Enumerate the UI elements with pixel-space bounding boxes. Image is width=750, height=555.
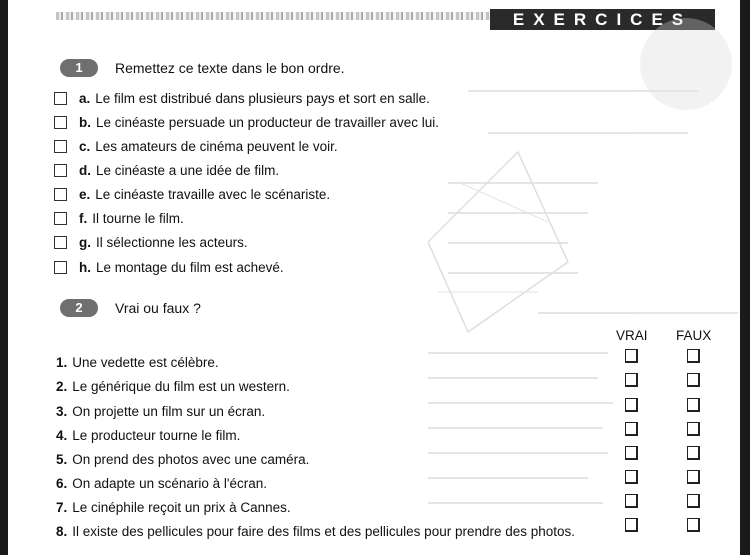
item-text: Il sélectionne les acteurs. <box>96 234 248 250</box>
faux-checkbox[interactable] <box>687 398 700 412</box>
ghost-line <box>488 132 688 134</box>
exercise-1-number: 1 <box>60 59 98 77</box>
faux-checkbox[interactable] <box>687 349 700 363</box>
item-text: On projette un film sur un écran. <box>72 403 266 419</box>
order-item <box>54 160 279 180</box>
ghost-circle <box>640 18 732 110</box>
order-checkbox[interactable] <box>54 92 67 105</box>
item-letter: f. <box>79 210 88 226</box>
top-decorative-strip <box>56 12 496 20</box>
ghost-line <box>428 402 613 404</box>
ghost-line <box>448 272 578 274</box>
item-text: Il tourne le film. <box>92 210 184 226</box>
true-false-item <box>56 425 240 445</box>
order-item <box>54 184 330 204</box>
item-letter: a. <box>79 90 91 106</box>
exercices-banner: EXERCICES <box>490 9 715 30</box>
order-item <box>54 232 248 252</box>
true-false-item <box>56 376 290 396</box>
order-checkbox[interactable] <box>54 212 67 225</box>
order-checkbox[interactable] <box>54 261 67 274</box>
order-checkbox[interactable] <box>54 188 67 201</box>
ghost-line <box>428 452 608 454</box>
order-item <box>54 208 184 228</box>
vrai-checkbox[interactable] <box>625 398 638 412</box>
faux-checkbox[interactable] <box>687 446 700 460</box>
vrai-checkbox[interactable] <box>625 422 638 436</box>
order-item <box>54 88 430 108</box>
faux-checkbox[interactable] <box>687 494 700 508</box>
item-text: On prend des photos avec une caméra. <box>72 451 310 467</box>
item-text: Les amateurs de cinéma peuvent le voir. <box>95 138 338 154</box>
ghost-line <box>428 502 603 504</box>
item-number: 8. <box>56 523 68 539</box>
exercise-1-instruction: Remettez ce texte dans le bon ordre. <box>115 60 345 76</box>
item-letter: d. <box>79 162 91 178</box>
ghost-line <box>448 212 588 214</box>
item-letter: g. <box>79 234 91 250</box>
order-checkbox[interactable] <box>54 164 67 177</box>
ghost-line <box>428 377 598 379</box>
item-text: Le producteur tourne le film. <box>72 427 241 443</box>
order-item <box>54 112 439 132</box>
item-number: 6. <box>56 475 68 491</box>
vrai-checkbox[interactable] <box>625 494 638 508</box>
vrai-column-header: VRAI <box>616 328 648 343</box>
item-text: Une vedette est célèbre. <box>72 354 219 370</box>
item-number: 5. <box>56 451 68 467</box>
ghost-line <box>428 427 603 429</box>
order-item <box>54 257 284 277</box>
order-checkbox[interactable] <box>54 116 67 129</box>
faux-column-header: FAUX <box>676 328 712 343</box>
vrai-checkbox[interactable] <box>625 349 638 363</box>
worksheet-page <box>8 0 740 555</box>
vrai-checkbox[interactable] <box>625 446 638 460</box>
ghost-line <box>448 182 598 184</box>
ghost-line <box>468 90 698 92</box>
item-letter: h. <box>79 259 91 275</box>
ghost-line <box>428 352 608 354</box>
item-text: Le cinéaste persuade un producteur de travailler avec lui. <box>96 114 439 130</box>
true-false-item <box>56 352 219 372</box>
item-text: Le cinéphile reçoit un prix à Cannes. <box>72 499 291 515</box>
item-letter: b. <box>79 114 91 130</box>
true-false-item <box>56 473 267 493</box>
order-item <box>54 136 338 156</box>
item-text: Le générique du film est un western. <box>72 378 290 394</box>
item-text: Le montage du film est achevé. <box>96 259 284 275</box>
true-false-item <box>56 401 265 421</box>
item-number: 7. <box>56 499 68 515</box>
exercise-2-instruction: Vrai ou faux ? <box>115 300 201 316</box>
item-letter: e. <box>79 186 91 202</box>
true-false-item <box>56 521 575 541</box>
item-letter: c. <box>79 138 91 154</box>
ghost-line <box>448 242 568 244</box>
item-number: 3. <box>56 403 68 419</box>
order-checkbox[interactable] <box>54 236 67 249</box>
item-number: 1. <box>56 354 68 370</box>
exercise-2-number: 2 <box>60 299 98 317</box>
true-false-item <box>56 449 309 469</box>
true-false-item <box>56 497 291 517</box>
faux-checkbox[interactable] <box>687 373 700 387</box>
item-number: 2. <box>56 378 68 394</box>
faux-checkbox[interactable] <box>687 422 700 436</box>
faux-checkbox[interactable] <box>687 518 700 532</box>
order-checkbox[interactable] <box>54 140 67 153</box>
vrai-checkbox[interactable] <box>625 470 638 484</box>
item-text: Le cinéaste travaille avec le scénariste. <box>95 186 331 202</box>
vrai-checkbox[interactable] <box>625 373 638 387</box>
item-text: On adapte un scénario à l'écran. <box>72 475 267 491</box>
faux-checkbox[interactable] <box>687 470 700 484</box>
item-number: 4. <box>56 427 68 443</box>
item-text: Le cinéaste a une idée de film. <box>96 162 280 178</box>
item-text: Le film est distribué dans plusieurs pays et sort en salle. <box>95 90 430 106</box>
ghost-line <box>428 477 588 479</box>
item-text: Il existe des pellicules pour faire des films et des pellicules pour prendre des photos. <box>72 523 576 539</box>
ghost-line <box>538 312 738 314</box>
vrai-checkbox[interactable] <box>625 518 638 532</box>
